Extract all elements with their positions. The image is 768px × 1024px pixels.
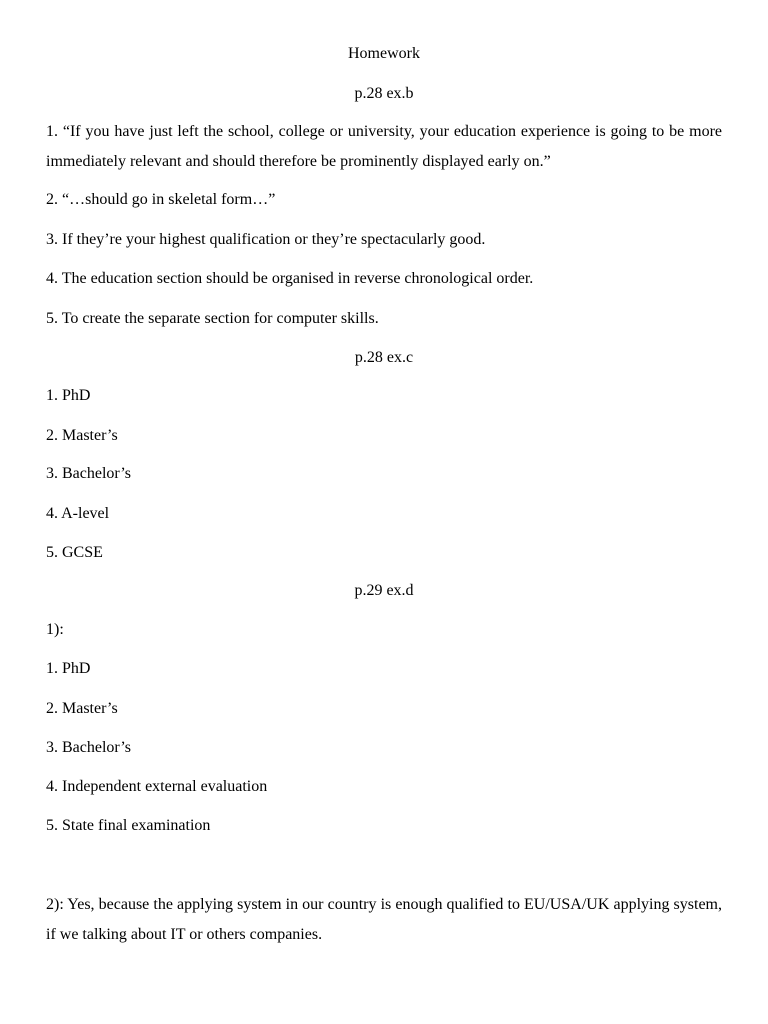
- ex-c-item-5: 5. GCSE: [46, 544, 103, 561]
- ex-c-item-2: 2. Master’s: [46, 427, 118, 444]
- ex-d-item-1: 1. PhD: [46, 660, 91, 677]
- ex-d-part2-answer: 2): Yes, because the applying system in our country is enough qualified to EU/USA/UK applying system, if we talking about IT or others companies.: [46, 896, 722, 943]
- ex-d-item-5: 5. State final examination: [46, 817, 211, 834]
- ex-b-item-3: 3. If they’re your highest qualification or they’re spectacularly good.: [46, 231, 486, 248]
- section-heading-ex-b: p.28 ex.b: [354, 85, 414, 102]
- ex-d-item-2: 2. Master’s: [46, 700, 118, 717]
- ex-b-item-1: 1. “If you have just left the school, college or university, your education experience is going to be more immediately relevant and should therefore be prominently displayed early on.”: [46, 123, 722, 170]
- section-heading-ex-d: p.29 ex.d: [354, 582, 414, 599]
- ex-d-part1-label: 1):: [46, 621, 64, 638]
- ex-c-item-4: 4. A-level: [46, 505, 110, 522]
- ex-d-item-4: 4. Independent external evaluation: [46, 778, 268, 795]
- ex-c-item-1: 1. PhD: [46, 387, 91, 404]
- ex-b-item-5: 5. To create the separate section for computer skills.: [46, 310, 379, 327]
- document-title: Homework: [348, 45, 420, 62]
- ex-b-item-2: 2. “…should go in skeletal form…”: [46, 191, 276, 208]
- ex-c-item-3: 3. Bachelor’s: [46, 465, 132, 482]
- ex-d-item-3: 3. Bachelor’s: [46, 739, 132, 756]
- section-heading-ex-c: p.28 ex.c: [354, 349, 414, 366]
- ex-b-item-4: 4. The education section should be organised in reverse chronological order.: [46, 270, 534, 287]
